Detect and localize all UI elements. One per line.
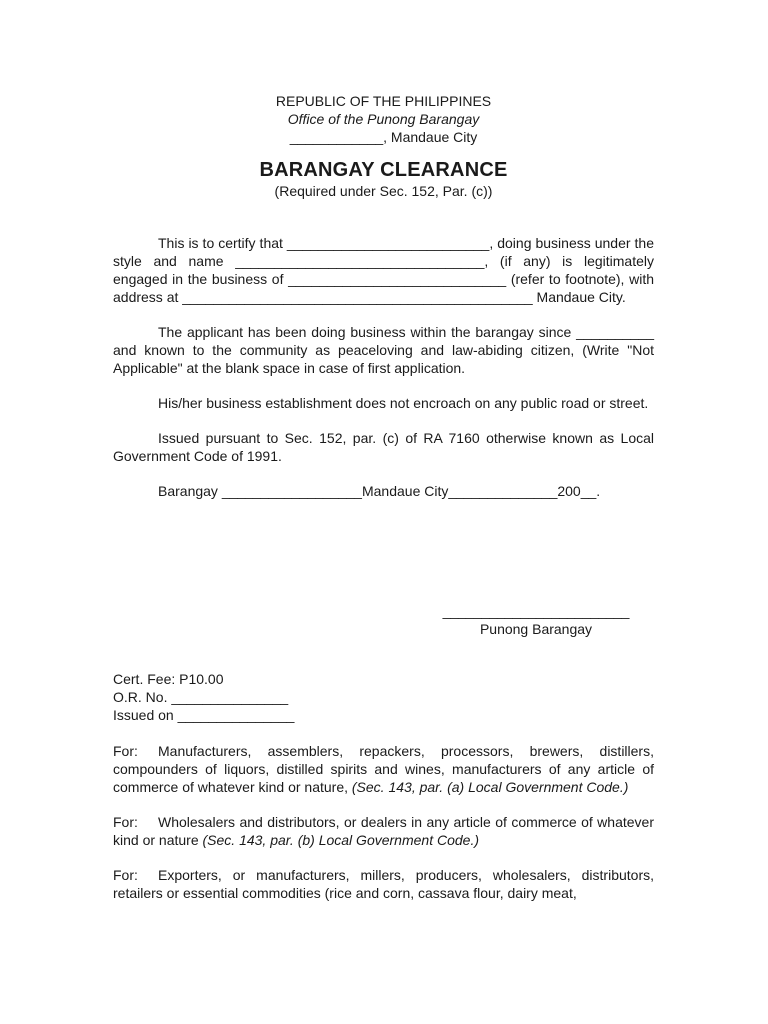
issued-on: Issued on _______________ <box>113 707 295 723</box>
footnote-label: For: <box>113 743 138 759</box>
footnote-text: Manufacturers, assemblers, repackers, processors, brewers, distillers, compounders of liquors, distilled spirits and wines, manufacturers of any article of commerce of whatever kind or nature, <box>113 743 654 795</box>
footnote-label: For: <box>113 867 138 883</box>
footnote-reference: (Sec. 143, par. (b) Local Government Code.) <box>202 832 479 848</box>
footnotes <box>113 742 654 919</box>
document-page <box>113 92 654 901</box>
signature-line: ________________________ <box>442 603 630 619</box>
pursuant-paragraph: Issued pursuant to Sec. 152, par. (c) of RA 7160 otherwise known as Local Government Code of 1991. <box>113 430 654 464</box>
barangay-date-line: Barangay __________________Mandaue City______________200__. <box>158 483 601 499</box>
footnote-item <box>113 813 654 849</box>
certification-paragraph: This is to certify that __________________________, doing business under the style and name ________________________________, (if any) is legitimately engaged in the business of ____________________________ (refer to footnote), with address at _____________________________________________ Mandaue City. <box>113 235 654 305</box>
header-office: Office of the Punong Barangay <box>287 111 480 127</box>
header-republic: REPUBLIC OF THE PHILIPPINES <box>275 93 492 109</box>
footnote-item <box>113 742 654 796</box>
cert-fee: Cert. Fee: P10.00 <box>113 671 224 687</box>
footnote-text: Exporters, or manufacturers, millers, producers, wholesalers, distributors, retailers or essential commodities (rice and corn, cassava flour, dairy meat, <box>113 867 654 901</box>
fees-block <box>113 670 294 724</box>
applicant-paragraph: The applicant has been doing business within the barangay since __________ and known to the community as peaceloving and law-abiding citizen, (Write "Not Applicable" at the blank space in case of first application. <box>113 324 654 376</box>
or-number: O.R. No. _______________ <box>113 689 289 705</box>
encroach-paragraph: His/her business establishment does not encroach on any public road or street. <box>158 395 649 411</box>
document-subtitle: (Required under Sec. 152, Par. (c)) <box>274 183 493 199</box>
document-title: BARANGAY CLEARANCE <box>259 159 508 181</box>
signature-block <box>431 602 641 638</box>
footnote-reference: (Sec. 143, par. (a) Local Government Code.) <box>351 779 629 795</box>
footnote-label: For: <box>113 814 138 830</box>
footnote-text: Wholesalers and distributors, or dealers in any article of commerce of whatever kind or nature <box>113 814 654 848</box>
signature-label: Punong Barangay <box>479 621 593 637</box>
footnote-item <box>113 866 654 902</box>
header-city: ____________, Mandaue City <box>289 129 478 145</box>
